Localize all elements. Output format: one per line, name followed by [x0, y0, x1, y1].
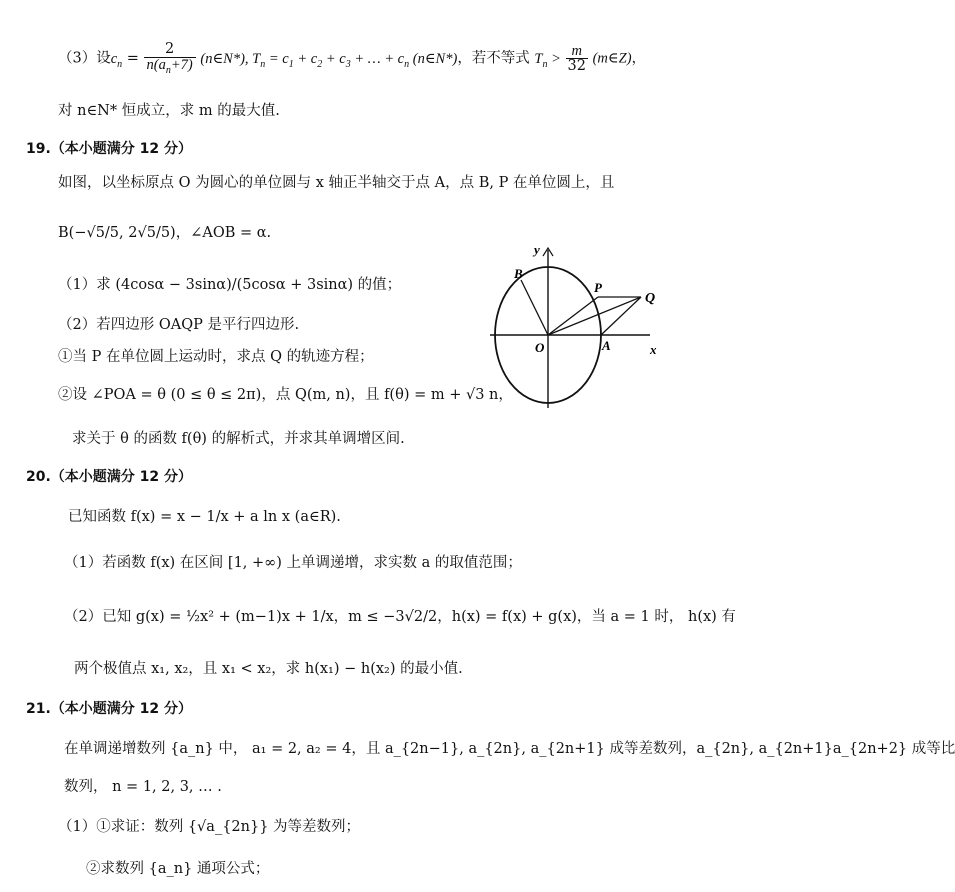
q20-part2a: （2）已知 g(x) = ½x² + (m−1)x + 1/x，m ≤ −3√2/2，h(x) = f(x) + g(x)，当 a = 1 时， h(x) 有 — [64, 609, 736, 625]
q20-part1: （1）若函数 f(x) 在区间 [1, +∞) 上单调递增，求实数 a 的取值范围； — [64, 555, 522, 571]
q19-intro: 如图，以坐标原点 O 为圆心的单位圆与 x 轴正半轴交于点 A，点 B, P 在单位圆上，且 — [58, 175, 615, 191]
q20-intro: 已知函数 f(x) = x − 1/x + a ln x (a∈R). — [68, 509, 341, 525]
q19-given: B(−√5/5, 2√5/5)，∠AOB = α. — [58, 225, 272, 241]
q21-heading: 21.（本小题满分 12 分） — [26, 701, 193, 717]
q19-part2-2b: 求关于 θ 的函数 f(θ) 的解析式，并求其单调增区间. — [72, 431, 405, 447]
q19-unit-circle-figure — [488, 240, 678, 410]
label-y: y — [534, 242, 540, 257]
label-B: B — [514, 266, 523, 281]
label-A: A — [602, 338, 611, 353]
q19-part2-1: ①当 P 在单位圆上运动时，求点 Q 的轨迹方程； — [58, 349, 374, 365]
q21-part1-2: ②求数列 {a_n} 通项公式； — [86, 861, 270, 877]
q20-heading: 20.（本小题满分 12 分） — [26, 469, 193, 485]
q18-part3-line2: 对 n∈N* 恒成立，求 m 的最大值. — [58, 103, 280, 119]
q18-part3-line1: （3）设$c_n$ = $\frac{2}{n(a_n+7)}$ (n∈N*), $T_n = c_1 + c_2 + c_3$ + … + $c_n$ (n∈N*)，若不等式 $T_n$ > $\frac{m}{32}$ (m∈Z)， — [58, 41, 647, 76]
q20-part2b: 两个极值点 x₁, x₂，且 x₁ < x₂，求 h(x₁) − h(x₂) 的最小值. — [74, 661, 463, 677]
q21-part1-1: （1）①求证：数列 {√a_{2n}} 为等差数列； — [58, 819, 361, 835]
label-Q: Q — [645, 291, 656, 306]
label-x: x — [650, 342, 657, 357]
q21-intro-a: 在单调递增数列 {a_n} 中， a₁ = 2, a₂ = 4，且 a_{2n−1}, a_{2n}, a_{2n+1} 成等差数列，a_{2n}, a_{2n+1}a_{2n+2} 成等比 — [64, 741, 955, 757]
q19-part2: （2）若四边形 OAQP 是平行四边形. — [58, 317, 300, 333]
q19-part2-2a: ②设 ∠POA = θ (0 ≤ θ ≤ 2π)，点 Q(m, n)，且 f(θ) = m + √3 n， — [58, 387, 513, 403]
label-O: O — [535, 340, 545, 355]
label-P: P — [594, 280, 602, 295]
q19-part1: （1）求 (4cosα − 3sinα)/(5cosα + 3sinα) 的值； — [58, 277, 402, 293]
q19-heading: 19.（本小题满分 12 分） — [26, 141, 193, 157]
q21-intro-b: 数列， n = 1, 2, 3, … . — [64, 779, 222, 795]
